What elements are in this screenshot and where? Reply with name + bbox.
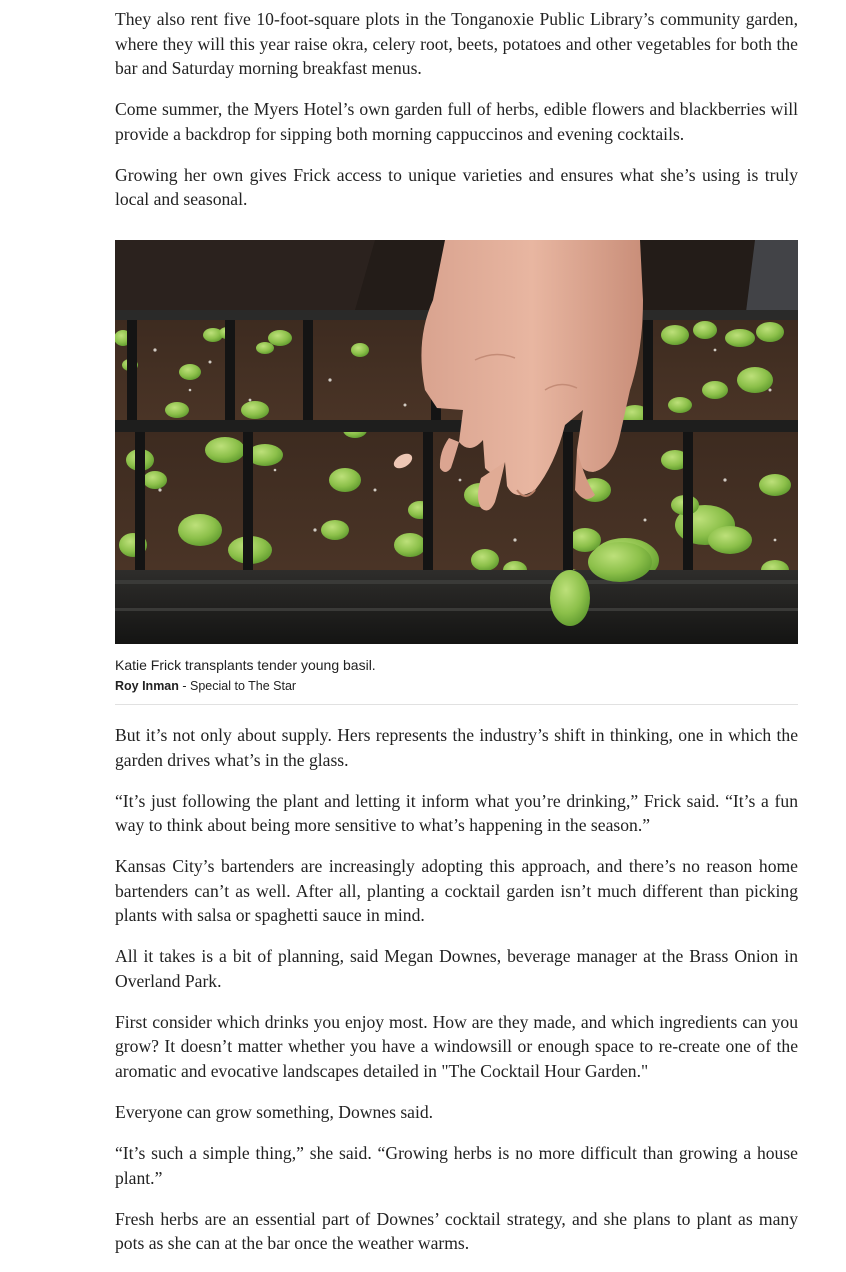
figure-divider (115, 704, 798, 705)
photo-credit (115, 678, 798, 694)
article-paragraph: Everyone can grow something, Downes said. (115, 1102, 434, 1123)
photo-credit-source: Special to The Star (190, 678, 297, 693)
article-paragraph: All it takes is a bit of planning, said Megan Downes, beverage manager at the Brass Onion in Overland Park. (115, 946, 798, 991)
article-paragraph: Growing her own gives Frick access to unique varieties and ensures what she’s using is truly local and seasonal. (115, 164, 798, 210)
article-paragraph: First consider which drinks you enjoy most. How are they made, and which ingredients can you grow? It doesn’t matter whether you have a windowsill or enough space to re-create one of the aromatic and evocative landscapes detailed in "The Cocktail Hour Garden." (115, 1011, 798, 1082)
article-paragraph: Kansas City’s bartenders are increasingly adopting this approach, and there’s no reason home bartenders can’t as well. After all, planting a cocktail garden isn’t much different than picking plants with salsa or spaghetti sauce in mind. (115, 856, 798, 926)
article-paragraph: Come summer, the Myers Hotel’s own garden full of herbs, edible flowers and blackberries will provide a backdrop for sipping both morning cappuccinos and evening cocktails. (115, 99, 798, 144)
photo-credit-separator: - (178, 678, 191, 693)
article-body (115, 0, 798, 1256)
article-figure (115, 240, 798, 705)
article-paragraph: They also rent five 10-foot-square plots in the Tonganoxie Public Library’s community garden, where they will this year raise okra, celery root, beets, potatoes and other vegetables for both the bar and Saturday morning breakfast menus. (115, 9, 798, 79)
article-paragraph: But it’s not only about supply. Hers represents the industry’s shift in thinking, one in which the garden drives what’s in the glass. (115, 724, 798, 770)
article-paragraphs-top (115, 0, 798, 212)
article-paragraph: “It’s just following the plant and letting it inform what you’re drinking,” Frick said. “It’s a fun way to think about being more sensitive to what’s happening in the season.” (115, 790, 798, 836)
basil-seedlings-photo (115, 240, 798, 644)
article-paragraphs-bottom (115, 723, 798, 1256)
photo-credit-author: Roy Inman (115, 678, 179, 693)
article-paragraph: Fresh herbs are an essential part of Downes’ cocktail strategy, and she plans to plant as many pots as she can at the bar once the weather warms. (115, 1208, 798, 1254)
figure-caption: Katie Frick transplants tender young basil. (115, 656, 376, 673)
article-paragraph: “It’s such a simple thing,” she said. “Growing herbs is no more difficult than growing a house plant.” (115, 1143, 798, 1188)
